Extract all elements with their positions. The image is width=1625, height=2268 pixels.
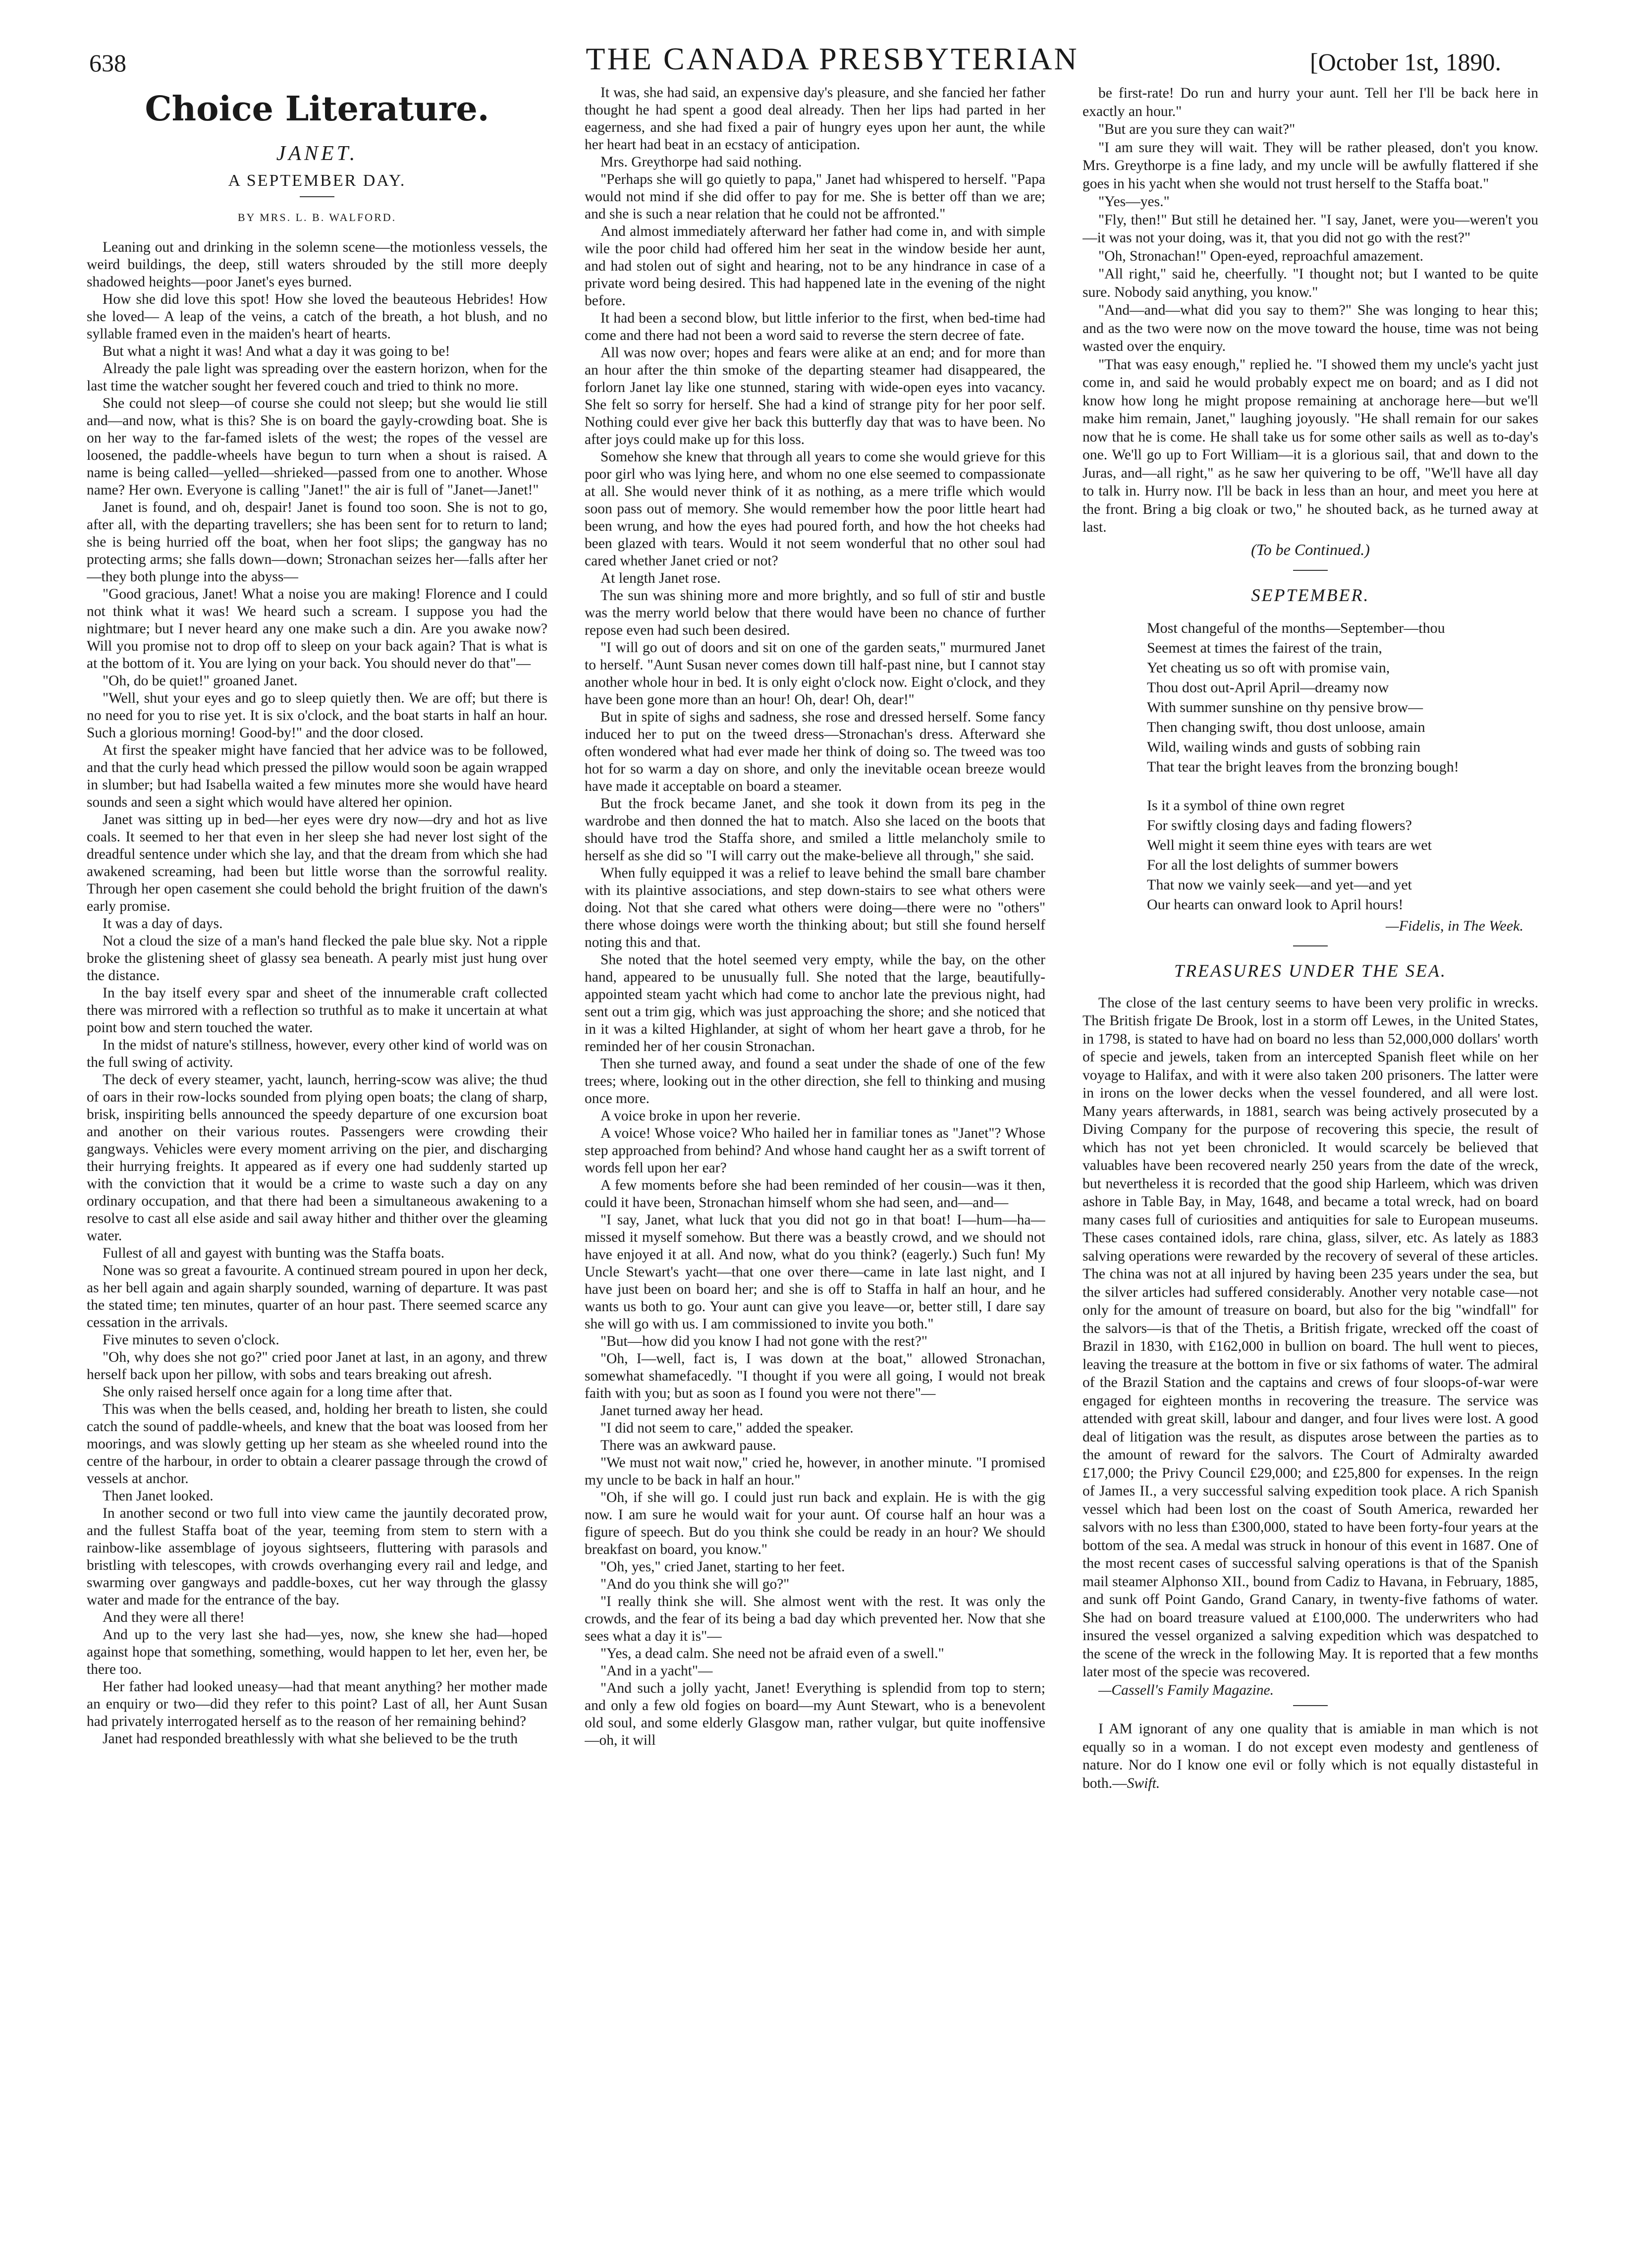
poem-line: That tear the bright leaves from the bronzing bough! bbox=[1147, 758, 1459, 775]
story-paragraph: The deck of every steamer, yacht, launch, herring-scow was alive; the thud of oars in their row-locks sounded from plying open boats; the clang of sharp, brisk, inspiriting bells announced the speedy departure of one excursion boat and another on their various routes. Passengers were crowding their gangways. Vehicles were every moment arriving on the pier, and discharging their hurrying freights. It appeared as if every one had suddenly started up with the conviction that it would be a crime to waste such a day on any ordinary occupation, and that there had been a simultaneous awakening to a resolve to cast all else aside and sail away hither and thither over the gleaming water. bbox=[87, 1072, 547, 1244]
story-paragraph: "I say, Janet, what luck that you did not go in that boat! I—hum—ha—missed it myself somehow. But there was a beastly crowd, and we should not have enjoyed it at all. And now, what do you think? (eagerly.) Such fun! My Uncle Stewart's yacht—that one over there—came in late last night, and I have just been on board her; and she is off to Staffa in half an hour, and he wants us both to go. Your aunt can give you leave—or, better still, I dare say she will go with us. I am commissioned to invite you both." bbox=[585, 1212, 1045, 1332]
column-2 bbox=[585, 84, 1045, 2235]
poem-line: Seemest at times the fairest of the train, bbox=[1147, 639, 1382, 656]
poem-attribution: —Fidelis, in The Week. bbox=[1385, 917, 1523, 934]
story-paragraph: Her father had looked uneasy—had that meant anything? her mother made an enquiry or two—did they refer to this point? Last of all, her Aunt Susan had privately interrogated herself as to the reason of her remaining behind? bbox=[87, 1679, 547, 1729]
story-paragraph: A voice! Whose voice? Who hailed her in familiar tones as "Janet"? Whose step approached from behind? And whose hand caught her as a swift torrent of words fell upon her ear? bbox=[585, 1125, 1045, 1176]
story-paragraph: "And—and—what did you say to them?" She was longing to hear this; and as the two were now on the move toward the house, time was not being wasted over the enquiry. bbox=[1083, 302, 1538, 354]
page-number: 638 bbox=[89, 49, 126, 77]
story-paragraph: It was, she had said, an expensive day's pleasure, and she fancied her father thought he had spent a good deal already. Then her lips had parted in her eagerness, and she had fixed a pair of hungry eyes upon her aunt, the while her heart had beat in an ecstacy of anticipation. bbox=[585, 85, 1045, 153]
divider bbox=[1293, 1705, 1328, 1706]
story-body-part-2 bbox=[585, 84, 1045, 1749]
poem-line: That now we vainly seek—and yet—and yet bbox=[1147, 876, 1412, 893]
story-paragraph: "Oh, I—well, fact is, I was down at the boat," allowed Stronachan, somewhat shamefacedly. "I thought if you were all going, I would not break faith with you; but as soon as I found you were not there"— bbox=[585, 1351, 1045, 1401]
issue-date: [October 1st, 1890. bbox=[1309, 48, 1501, 76]
story-paragraph: "Fly, then!" But still he detained her. "I say, Janet, were you—weren't you—it was not your doing, was it, that you did not go with the rest?" bbox=[1083, 212, 1538, 246]
story-paragraph: Fullest of all and gayest with bunting was the Staffa boats. bbox=[103, 1245, 445, 1261]
story-paragraph: It had been a second blow, but little inferior to the first, when bed-time had come and there had not been a word said to reverse the stern decree of fate. bbox=[585, 310, 1045, 343]
story-paragraph: A few moments before she had been reminded of her cousin—was it then, could it have been, Stronachan himself whom she had seen, and—and— bbox=[585, 1177, 1045, 1211]
story-byline: BY MRS. L. B. WALFORD. bbox=[237, 211, 397, 223]
story-paragraph: But in spite of sighs and sadness, she rose and dressed herself. Some fancy induced her to put on the tweed dress—Stronachan's dress. Afterward she often wondered what had ever made her think of doing so. The tweed was too hot for so warm a day on shore, and only the inevitable ocean breeze would have made it acceptable on board a steamer. bbox=[585, 709, 1045, 794]
story-body-part-3 bbox=[1083, 84, 1538, 537]
story-paragraph: How she did love this spot! How she loved the beauteous Hebrides! How she loved— A leap of the veins, a catch of the breath, a hot blush, and no syllable framed even in the maiden's heart of hearts. bbox=[87, 291, 547, 342]
story-paragraph: At length Janet rose. bbox=[600, 570, 721, 586]
story-paragraph: Then she turned away, and found a seat under the shade of one of the few trees; where, looking out in the other direction, she fell to thinking and musing once more. bbox=[585, 1056, 1045, 1106]
story-paragraph: Then Janet looked. bbox=[103, 1488, 214, 1504]
section-heading: Choice Literature. bbox=[145, 89, 489, 129]
story-paragraph: "Yes—yes." bbox=[1098, 194, 1170, 210]
story-paragraph: "Well, shut your eyes and go to sleep quietly then. We are off; but there is no need for you to rise yet. It is six o'clock, and the boat starts in half an hour. Such a glorious morning! Good-by!" and the door closed. bbox=[87, 690, 547, 741]
story-paragraph: "Oh, if she will go. I could just run back and explain. He is with the gig now. I am sure he would wait for your aunt. Of course half an hour was a figure of speech. But do you think she could be ready in an hour? We should breakfast on board, you know." bbox=[585, 1490, 1045, 1557]
article-body bbox=[1083, 994, 1538, 1681]
poem-line: Then changing swift, thou dost unloose, amain bbox=[1147, 719, 1425, 735]
stanza-break bbox=[1147, 777, 1538, 796]
story-paragraph: "And do you think she will go?" bbox=[600, 1576, 790, 1592]
story-paragraph: Somehow she knew that through all years to come she would grieve for this poor girl who was lying here, and whom no one else seemed to compassionate at all. She would never think of it as nothing, as a mere trifle which would soon pass out of memory. She would remember how the poor little heart had been wrung, and how the eyes had poured forth, and how the hot cheeks had been glazed with tears. Would it not seem wonderful that no other soul had cared whether Janet cried or not? bbox=[585, 449, 1045, 569]
poem-title: SEPTEMBER. bbox=[1251, 585, 1370, 605]
to-be-continued: (To be Continued.) bbox=[1251, 540, 1370, 558]
article-paragraph: The close of the last century seems to have been very prolific in wrecks. The British frigate De Brook, lost in a storm off Lewes, in the United States, in 1798, is stated to have had on board no less than 52,000,000 dollars' worth of specie and jewels, taken from an intercepted Spanish fleet while on her voyage to Halifax, and with it were also taken 200 prisoners. The latter were in irons on the lower decks when the vessel foundered, and all were lost. Many years afterwards, in 1881, search was being actively prosecuted by a Diving Company for the purpose of recovering this specie, the result of which has not yet been chronicled. It would scarcely be believed that valuables have been recovered nearly 250 years from the date of the wreck, but nevertheless it is recorded that the good ship Harleem, which was driven ashore in Table Bay, in May, 1648, and became a total wreck, had on board many cases full of curiosities and antiquities for sale to European museums. These cases contained idols, rare china, glass, silver, etc. As lately as 1883 salving operations were rewarded by the recovery of several of these articles. The china was not at all injured by having been 235 years under the sea, but the silver articles had suffered considerably. Another very notable case—not only for the amount of treasure on board, but also for the big "windfall" for the salvors—is that of the Thetis, a British frigate, wrecked off the coast of Brazil in 1830, with £162,000 in bullion on board. The hull went to pieces, leaving the treasure at the bottom in five or six fathoms of water. The admiral of the Brazil Station and the captains and crews of four sloops-of-war were engaged for eighteen months in recovering the treasure. The service was attended with great skill, labour and danger, and four lives were lost. A good deal of litigation was the result, as disputes arose between the parties as to the amount of reward for the salvors. The Court of Admiralty awarded £17,000; the Privy Council £29,000; and £25,800 for expenses. In the reign of James II., a very successful salving expedition took place. A rich Spanish vessel which had been lost on the coast of South America, rewarded her salvors with no less than £300,000, stated to have been forty-four years at the bottom of the sea. A medal was struck in honour of this event in 1687. One of the most recent cases of successful salving operations is that of the Spanish mail steamer Alphonso XII., bound from Cadiz to Havana, in February, 1885, and sunk off Point Gando, Grand Canary, in twenty-five fathoms of water. She had on board treasure valued at £100,000. The underwriters who had insured the vessel organized a salving expedition which was despatched to the scene of the wreck in the following May. It is reported that a few months later most of the specie was recovered. bbox=[1083, 995, 1538, 1680]
story-paragraph: And up to the very last she had—yes, now, she knew she had—hoped against hope that something, something, would happen to let her, even her, be there too. bbox=[87, 1627, 547, 1677]
story-paragraph: Mrs. Greythorpe had said nothing. bbox=[600, 154, 802, 170]
story-paragraph: A voice broke in upon her reverie. bbox=[600, 1108, 801, 1124]
poem-line: Is it a symbol of thine own regret bbox=[1147, 797, 1345, 814]
poem-line: Thou dost out-April April—dreamy now bbox=[1147, 679, 1389, 696]
story-paragraph: This was when the bells ceased, and, holding her breath to listen, she could catch the sound of paddle-wheels, and knew that the boat was loosed from her moorings, and was slowly getting up her steam as she wheeled round into the centre of the harbour, in order to obtain a clearer passage through the crowd of vessels at anchor. bbox=[87, 1401, 547, 1487]
story-paragraph: She could not sleep—of course she could not sleep; but she would lie still and—and now, what is this? She is on board the gayly-crowding boat. She is on her way to the far-famed islets of the west; the ropes of the vessel are loosened, the paddle-wheels have begun to turn when a shout is raised. A name is being called—yelled—shrieked—passed from one to another. Whose name? Her own. Everyone is calling "Janet!" the air is full of "Janet—Janet!" bbox=[87, 395, 547, 498]
story-paragraph: "All right," said he, cheerfully. "I thought not; but I wanted to be quite sure. Nobody said anything, you know." bbox=[1083, 266, 1538, 300]
story-paragraph: Five minutes to seven o'clock. bbox=[103, 1332, 279, 1348]
story-paragraph: She noted that the hotel seemed very empty, while the bay, on the other hand, appeared to be unusually full. She noted that the large, beautifully-appointed steam yacht which had come to anchor late the previous night, had sent out a trim gig, which was just approaching the shore; and she noticed that in it was a kilted Highlander, at sight of whom her heart gave a throb, for he reminded her of her cousin Stronachan. bbox=[585, 952, 1045, 1054]
story-paragraph: When fully equipped it was a relief to leave behind the small bare chamber with its plaintive associations, and step down-stairs to see what others were doing. Not that she cared what others were doing—there were no "others" there whose doings were worth the thinking about; but still she found herself noting this and that. bbox=[585, 865, 1045, 950]
story-paragraph: Janet was sitting up in bed—her eyes were dry now—dry and hot as live coals. It seemed to her that even in her sleep she had never lost sight of the dreadful sentence under which she lay, and that the dream from which she had awakened screaming, had been but little worse than the sorrowful reality. Through her open casement she could behold the bright fruition of the dawn's early promise. bbox=[87, 812, 547, 914]
story-paragraph: In the bay itself every spar and sheet of the innumerable craft collected there was mirrored with a reflection so truthful as to make it uncertain at what point bow and stern touched the water. bbox=[87, 985, 547, 1036]
poem-body bbox=[1147, 618, 1538, 915]
article-title: TREASURES UNDER THE SEA. bbox=[1174, 960, 1447, 981]
story-paragraph: "And such a jolly yacht, Janet! Everything is splendid from top to stern; and only a few old fogies on board—my Aunt Stewart, who is a benevolent old soul, and some elderly Glasgow man, rather vulgar, but quite inoffensive—oh, it will bbox=[585, 1680, 1045, 1748]
poem-line: Wild, wailing winds and gusts of sobbing rain bbox=[1147, 738, 1421, 755]
poem-line: Well might it seem thine eyes with tears are wet bbox=[1147, 836, 1432, 853]
story-paragraph: "I really think she will. She almost went with the rest. It was only the crowds, and the fear of its being a bad day which prevented her. Now that she sees what a day it is"— bbox=[585, 1594, 1045, 1644]
story-paragraph: "But—how did you know I had not gone with the rest?" bbox=[600, 1333, 927, 1349]
story-title: JANET. bbox=[276, 142, 358, 165]
story-paragraph: "Perhaps she will go quietly to papa," Janet had whispered to herself. "Papa would not mind if she did offer to pay for me. She is better off than we are; and she is such a near relation that he could not be affronted." bbox=[585, 171, 1045, 222]
story-paragraph: Janet turned away her head. bbox=[600, 1403, 763, 1419]
poem-line: Most changeful of the months—September—thou bbox=[1147, 619, 1445, 636]
story-paragraph: "Oh, Stronachan!" Open-eyed, reproachful amazement. bbox=[1098, 248, 1424, 264]
story-paragraph: "That was easy enough," replied he. "I showed them my uncle's yacht just come in, and said he would probably expect me on board; and as I did not know how long he might propose remaining at anchorage here—but we'll make him remain, Janet," laughing joyously. "He shall remain for our sakes now that he is come. He shall take us for some other sails as well as to-day's one. We'll go up to Fort William—it is a glorious sail, that and down to the Juras, and—all right," as he saw her quivering to be off, "We'll have all day to talk in. Hurry now. I'll be back in less than an hour, and meet you here at the front. Bring a big cloak or two," he shouted back, as he turned away at last. bbox=[1083, 356, 1538, 535]
story-paragraph: In the midst of nature's stillness, however, every other kind of world was on the full swing of activity. bbox=[87, 1037, 547, 1070]
closing-quote bbox=[1083, 1720, 1538, 1792]
story-paragraph: "Good gracious, Janet! What a noise you are making! Florence and I could not think what it was! We heard such a scream. I suppose you had the nightmare; but I never heard any one make such a din. Are you awake now? Will you promise not to drop off to sleep on your back again? That is what is at the bottom of it. You are lying on your back. You should never do that"— bbox=[87, 586, 547, 671]
poem-line: Yet cheating us so oft with promise vain, bbox=[1147, 659, 1390, 676]
story-paragraph: In another second or two full into view came the jauntily decorated prow, and the fullest Staffa boat of the year, teeming from stem to stern with a rainbow-like assemblage of joyous sightseers, fluttering with parasols and bristling with telescopes, with crowds overhanging every rail and ledge, and swarming over gangways and paddle-boxes, cut her way through the glassy water and made for the entrance of the bay. bbox=[87, 1505, 547, 1608]
story-subtitle: A SEPTEMBER DAY. bbox=[228, 171, 406, 190]
poem-line: For all the lost delights of summer bowers bbox=[1147, 856, 1399, 873]
story-paragraph: And they were all there! bbox=[103, 1609, 245, 1625]
story-paragraph: "I will go out of doors and sit on one of the garden seats," murmured Janet to herself. "Aunt Susan never comes down till half-past nine, but I cannot stay another whole hour in bed. It is only eight o'clock now. Eight o'clock, and they have been gone more than an hour! Oh, dear! Oh, dear!" bbox=[585, 640, 1045, 708]
story-paragraph: "Oh, why does she not go?" cried poor Janet at last, in an agony, and threw herself back upon her pillow, with sobs and tears breaking out afresh. bbox=[87, 1349, 547, 1383]
story-paragraph: Not a cloud the size of a man's hand flecked the pale blue sky. Not a ripple broke the glistening sheet of glassy sea beneath. A pearly mist just hung over the distance. bbox=[87, 933, 547, 984]
story-paragraph: Janet had responded breathlessly with what she believed to be the truth bbox=[103, 1731, 518, 1747]
publication-title: THE CANADA PRESBYTERIAN bbox=[586, 41, 1079, 76]
story-paragraph: At first the speaker might have fancied that her advice was to be followed, and that the curly head which pressed the pillow would soon be again wrapped in slumber; but had Isabella waited a few minutes more she would have heard sounds and seen a sight which would have altered her opinion. bbox=[87, 742, 547, 810]
column-3 bbox=[1083, 84, 1538, 2235]
story-paragraph: And almost immediately afterward her father had come in, and with simple wile the poor child had offered him her seat in the window beside her aunt, and had stolen out of sight and hearing, not to be any hindrance in case of a private word being desired. This had happened late in the evening of the night before. bbox=[585, 223, 1045, 309]
story-paragraph: "Oh, do be quiet!" groaned Janet. bbox=[103, 673, 298, 689]
story-paragraph: Leaning out and drinking in the solemn scene—the motionless vessels, the weird buildings, the deep, still waters shrouded by the still more deeply shadowed heights—poor Janet's eyes burned. bbox=[87, 239, 547, 290]
story-paragraph: It was a day of days. bbox=[103, 916, 223, 932]
story-paragraph: "Oh, yes," cried Janet, starting to her feet. bbox=[600, 1559, 845, 1575]
poem-line: With summer sunshine on thy pensive brow— bbox=[1147, 699, 1423, 716]
story-paragraph: be first-rate! Do run and hurry your aunt. Tell her I'll be back here in exactly an hour." bbox=[1083, 85, 1538, 119]
story-paragraph: "I am sure they will wait. They will be rather pleased, don't you know. Mrs. Greythorpe is a fine lady, and my uncle will be awfully flattered if she goes in his yacht when she would not trust herself to the Staffa boat." bbox=[1083, 139, 1538, 192]
article-attribution: —Cassell's Family Magazine. bbox=[1098, 1682, 1274, 1698]
story-paragraph: The sun was shining more and more brightly, and so full of stir and bustle was the merry world below that there would have been no chance of further repose even had such been desired. bbox=[585, 588, 1045, 638]
story-paragraph: Janet is found, and oh, despair! Janet is found too soon. She is not to go, after all, with the departing travellers; she has been sent for to return to land; she is being hurried off the boat, when her foot slips; the gangway has no protecting arms; she falls down—down; Stronachan seizes her—falls after her—they both plunge into the abyss— bbox=[87, 499, 547, 585]
column-1 bbox=[87, 84, 547, 2235]
story-paragraph: None was so great a favourite. A continued stream poured in upon her deck, as her bell again and again sharply sounded, warning of departure. It was past the stated time; ten minutes, quarter of an hour past. There seemed scarce any cessation in the arrivals. bbox=[87, 1263, 547, 1330]
divider bbox=[1293, 570, 1328, 571]
running-header bbox=[0, 30, 1625, 77]
poem-line: For swiftly closing days and fading flowers? bbox=[1147, 817, 1412, 833]
story-paragraph: "And in a yacht"— bbox=[600, 1663, 713, 1679]
story-paragraph: Already the pale light was spreading over the eastern horizon, when for the last time the watcher sought her fevered couch and tried to think no more. bbox=[87, 361, 547, 394]
quote-text: I AM ignorant of any one quality that is amiable in man which is not equally so in a woman. I do not except even modesty and gentleness of nature. Nor do I know one evil or folly which is not equally distasteful in both.— bbox=[1083, 1721, 1538, 1791]
divider bbox=[1293, 945, 1328, 946]
story-paragraph: "But are you sure they can wait?" bbox=[1098, 121, 1296, 137]
story-paragraph: There was an awkward pause. bbox=[600, 1438, 776, 1453]
story-paragraph: "We must not wait now," cried he, however, in another minute. "I promised my uncle to be back in half an hour." bbox=[585, 1455, 1045, 1488]
story-body-part-1 bbox=[87, 239, 547, 1748]
poem-line: Our hearts can onward look to April hours! bbox=[1147, 896, 1404, 913]
story-paragraph: But what a night it was! And what a day it was going to be! bbox=[103, 343, 450, 359]
story-paragraph: "I did not seem to care," added the speaker. bbox=[600, 1420, 854, 1436]
story-paragraph: But the frock became Janet, and she took it down from its peg in the wardrobe and then donned the hat to match. Also she laced on the boots that should have trod the Staffa shore, and smiled a little melancholy smile to herself as she did so "I will carry out the make-believe all through," she said. bbox=[585, 796, 1045, 864]
quote-author: Swift. bbox=[1127, 1775, 1160, 1791]
story-paragraph: She only raised herself once again for a long time after that. bbox=[103, 1384, 453, 1400]
story-paragraph: "Yes, a dead calm. She need not be afraid even of a swell." bbox=[600, 1646, 944, 1661]
story-paragraph: All was now over; hopes and fears were alike at an end; and for more than an hour after the thin smoke of the departing steamer had disappeared, the forlorn Janet lay like one stunned, staring with wide-open eyes into vacancy. She felt so sorry for herself. She had a kind of strange pity for her poor self. Nothing could ever give her back this butterfly day that was to have been. No after joys could make up for this loss. bbox=[585, 345, 1045, 447]
divider bbox=[300, 196, 334, 197]
